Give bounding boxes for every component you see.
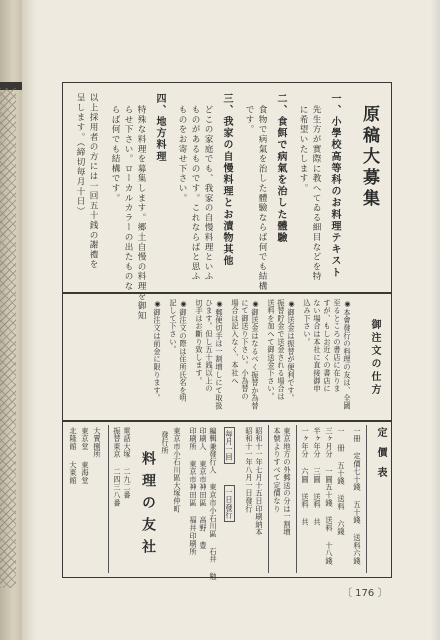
order-para-1-line-5: 込み下さい。 — [303, 299, 312, 346]
colophon-rule — [108, 425, 109, 573]
item-4-line-2: らせ下さい。ローカルカラーの出たものな — [123, 105, 133, 292]
distributor-2: 東海堂 — [81, 461, 90, 485]
publisher-transfer: 振替東京 二四三八番 — [113, 427, 122, 507]
distributor-4: 大東館 — [69, 461, 78, 485]
order-para-6-line-1: ◉御注文は前金に限ります。 — [153, 299, 162, 403]
price-note-1: 東京地方の外郵送の分は一割増 — [283, 427, 292, 537]
item-1-line-1: 先生方が實際に教へてゐる細目などを特 — [311, 105, 321, 282]
order-para-1-line-4: ない場合は本社に直接御申 — [313, 299, 322, 393]
price-row-4: 一ヶ年分 六圓 送料 共 — [301, 427, 310, 526]
page-shadow — [430, 0, 440, 640]
item-2-heading: 二、食餌で病氣を治した體驗 — [275, 93, 286, 244]
order-para-1-line-1: ◉本會發行の料理の友は、全國 — [343, 299, 352, 410]
price-note-2: 本號よりすべて定價なり — [273, 427, 282, 513]
manuscript-call-box — [62, 82, 392, 321]
print-date: 昭和十一年七月十五日印刷納本 — [255, 427, 264, 537]
price-table-title: 定價表 — [375, 427, 386, 487]
item-3-line-2: ものがあるものです。これならばと思ふ — [190, 105, 200, 282]
item-1-heading: 一、小學校高等科のお料理テキスト — [329, 93, 340, 279]
price-row-2: 三ヶ月分 一圓五十錢 送料 十八錢 — [325, 427, 334, 565]
order-para-2-line-3: 送料を加へて御送金下さい。 — [267, 299, 276, 401]
item-3-line-1: どこの家庭でも、我家の自慢料理といふ — [203, 105, 213, 282]
colophon-box — [62, 420, 392, 581]
issue-frequency-2: 一日發行 — [224, 485, 235, 522]
editor-publisher: 編輯兼發行人 東京市小石川區 石井 勉 — [209, 427, 218, 581]
price-row-1: 一 冊 五十錢 送料 六錢 — [337, 427, 346, 536]
closing-line-2: 呈します。（締切毎月十日） — [75, 93, 85, 217]
order-para-2-line-2: 振替貯金で送金される場合は — [277, 299, 286, 401]
printer: 印刷人 東京市神田區 高野 豊 — [199, 427, 208, 550]
order-para-1-line-3: すが、もしお近くの書店に — [323, 299, 332, 393]
item-4-line-1: 特殊な料理を募集します。郷土自慢の料理を御知 — [136, 105, 146, 321]
order-para-4-line-2: ひます。但し五十銭以上の — [205, 299, 214, 393]
facing-page-illustration — [0, 88, 16, 588]
item-4-heading: 四、地方料理 — [154, 93, 165, 163]
publisher-tel: 電話大塚 二九二番 — [123, 427, 132, 499]
distributor-label: 大賣捌所 — [93, 427, 102, 459]
publisher-label: 發行所 — [161, 431, 170, 455]
print-shop: 印刷所 東京市神田區 福井印刷所 — [189, 427, 198, 556]
order-para-4-line-1: ◉郵便切手は一割増しにて取扱 — [215, 299, 224, 410]
order-para-5-line-1: ◉御注文の際は住所氏名を明 — [179, 299, 188, 403]
publisher-name: 料理の友社 — [140, 451, 156, 561]
order-para-2-line-1: ◉御送金は振替が便利です。 — [287, 299, 296, 403]
order-para-3-line-2: にて御送り下さい。小為替の — [241, 299, 250, 401]
price-row-3: 半ヶ年分 三圓 送料 共 — [313, 427, 322, 526]
order-para-3-line-1: ◉御送金はなるべく振替か為替 — [251, 299, 260, 410]
colophon-rule — [268, 425, 269, 573]
item-2-line-2: です。 — [244, 105, 254, 135]
page-number: 〔 176 〕 — [342, 588, 388, 599]
distributor-3: 北隆館 — [69, 427, 78, 451]
item-2-line-1: 食物で病氣を治した體驗ならば何でも結構 — [257, 105, 267, 292]
order-instructions-box — [62, 292, 392, 422]
issue-date: 昭和十一年八月一日發行 — [245, 427, 254, 513]
order-para-1-line-2: 至るところの書店に在りま — [333, 299, 342, 393]
issue-frequency-1: 毎月一回 — [224, 427, 235, 464]
book-gutter — [22, 0, 36, 640]
colophon-rule — [366, 425, 367, 573]
order-instructions-title: 御注文の仕方 — [369, 319, 380, 397]
order-para-4-line-3: 切手はお斷り致します。 — [195, 299, 204, 385]
manuscript-call-title: 原稿大募集 — [359, 105, 379, 210]
publisher-address: 東京市小石川區大塚仲町 — [173, 427, 182, 513]
order-para-3-line-3: 場合は記入なく、本社へ — [231, 299, 240, 385]
item-1-line-2: に希望いたします。 — [298, 105, 308, 194]
distributor-1: 東京堂 — [81, 427, 90, 451]
order-para-5-line-2: 記して下さい。 — [169, 299, 178, 354]
item-4-line-3: らば何でも結構です。 — [110, 105, 120, 203]
item-3-line-3: ものをお寄せ下さい。 — [177, 105, 187, 203]
closing-line-1: 以上採用者の方には一回五十銭の謝禮を — [88, 93, 98, 270]
colophon-rule — [296, 425, 297, 573]
price-head: 一冊 定價七十錢 五十錢 送料六錢 — [353, 427, 362, 565]
item-3-heading: 三、我家の自慢料理とお漬物其他 — [221, 93, 232, 267]
